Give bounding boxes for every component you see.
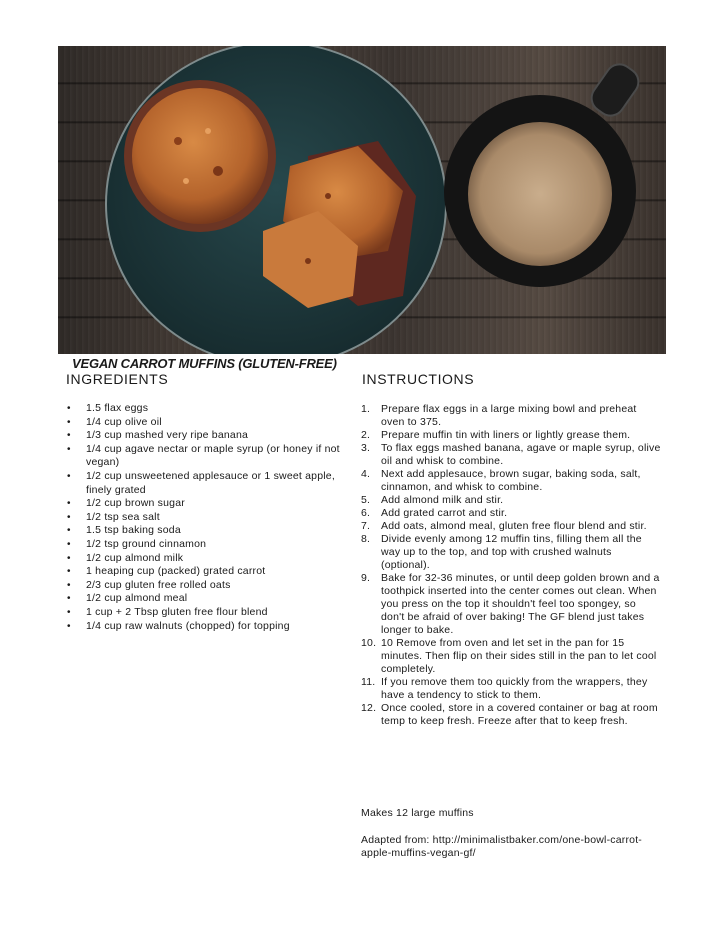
step-text: Add almond milk and stir.: [381, 494, 504, 506]
step-number: 3.: [361, 442, 371, 454]
step-text: Add oats, almond meal, gluten free flour blend and stir.: [381, 520, 647, 532]
instruction-step: [361, 572, 661, 637]
source-credit: Adapted from: http://minimalistbaker.com/one-bowl-carrot-apple-muffins-vegan-gf/: [361, 834, 643, 859]
step-number: 5.: [361, 494, 371, 506]
step-text: Next add applesauce, brown sugar, baking soda, salt, cinnamon, and whisk to combine.: [381, 468, 641, 493]
muffins-and-coffee-illustration: [58, 46, 666, 354]
ingredient-item: • 1.5 tsp baking soda: [66, 524, 348, 538]
step-text: Add grated carrot and stir.: [381, 507, 508, 519]
ingredients-list: [66, 402, 348, 633]
yield-note: Makes 12 large muffins: [361, 807, 474, 819]
step-text: Prepare flax eggs in a large mixing bowl and preheat oven to 375.: [381, 403, 637, 428]
instruction-step: [361, 494, 661, 507]
instruction-step: [361, 429, 661, 442]
step-number: 6.: [361, 507, 371, 519]
ingredient-item: • 1/2 cup unsweetened applesauce or 1 sweet apple, finely grated: [66, 470, 348, 497]
ingredient-item: • 1/2 cup brown sugar: [66, 497, 348, 511]
recipe-title: VEGAN CARROT MUFFINS (GLUTEN-FREE): [72, 356, 337, 371]
step-number: 11.: [361, 676, 376, 688]
ingredient-item: • 1 cup + 2 Tbsp gluten free flour blend: [66, 606, 348, 620]
ingredient-item: • 1.5 flax eggs: [66, 402, 348, 416]
step-number: 8.: [361, 533, 371, 545]
step-text: 10 Remove from oven and let set in the pan for 15 minutes. Then flip on their sides still in the pan to let cool completely.: [381, 637, 657, 675]
ingredient-item: • 2/3 cup gluten free rolled oats: [66, 579, 348, 593]
hero-photo: [58, 46, 666, 354]
ingredient-item: • 1/4 cup olive oil: [66, 416, 348, 430]
instruction-step: [361, 520, 661, 533]
step-text: Prepare muffin tin with liners or lightly grease them.: [381, 429, 631, 441]
ingredient-item: • 1/2 cup almond meal: [66, 592, 348, 606]
instruction-step: [361, 442, 661, 468]
step-text: Divide evenly among 12 muffin tins, filling them all the way up to the top, and top with crushed walnuts (optional).: [381, 533, 642, 571]
step-text: Once cooled, store in a covered container or bag at room temp to keep fresh. Freeze after that to keep fresh.: [381, 702, 658, 727]
ingredient-item: • 1/2 cup almond milk: [66, 552, 348, 566]
coffee-shape: [468, 122, 612, 266]
ingredient-item: • 1/4 cup raw walnuts (chopped) for topping: [66, 620, 348, 634]
step-text: Bake for 32-36 minutes, or until deep golden brown and a toothpick inserted into the center comes out clean. When you press on the top it shouldn't feel too spongey, so don't be afraid of over baking! The GF blend just takes longer to bake.: [381, 572, 660, 636]
instruction-step: [361, 637, 661, 676]
mug-handle-shape: [586, 59, 644, 121]
step-text: To flax eggs mashed banana, agave or maple syrup, olive oil and whisk to combine.: [381, 442, 661, 467]
ingredient-item: • 1 heaping cup (packed) grated carrot: [66, 565, 348, 579]
instructions-heading: INSTRUCTIONS: [362, 371, 475, 387]
step-number: 10.: [361, 637, 377, 649]
step-number: 9.: [361, 572, 371, 584]
instruction-step: [361, 533, 661, 572]
step-number: 4.: [361, 468, 371, 480]
ingredient-item: • 1/2 tsp ground cinnamon: [66, 538, 348, 552]
instruction-step: [361, 676, 661, 702]
ingredient-item: • 1/3 cup mashed very ripe banana: [66, 429, 348, 443]
step-number: 12.: [361, 702, 377, 714]
instruction-step: [361, 468, 661, 494]
instruction-step: [361, 403, 661, 429]
instruction-step: [361, 507, 661, 520]
step-number: 7.: [361, 520, 371, 532]
instructions-list: [361, 403, 661, 728]
ingredient-item: • 1/2 tsp sea salt: [66, 511, 348, 525]
step-number: 2.: [361, 429, 371, 441]
ingredients-heading: INGREDIENTS: [66, 371, 169, 387]
instruction-step: [361, 702, 661, 728]
ingredient-item: • 1/4 cup agave nectar or maple syrup (or honey if not vegan): [66, 443, 348, 470]
muffin-top-shape: [132, 88, 268, 224]
step-number: 1.: [361, 403, 371, 415]
step-text: If you remove them too quickly from the wrappers, they have a tendency to stick to them.: [381, 676, 648, 701]
